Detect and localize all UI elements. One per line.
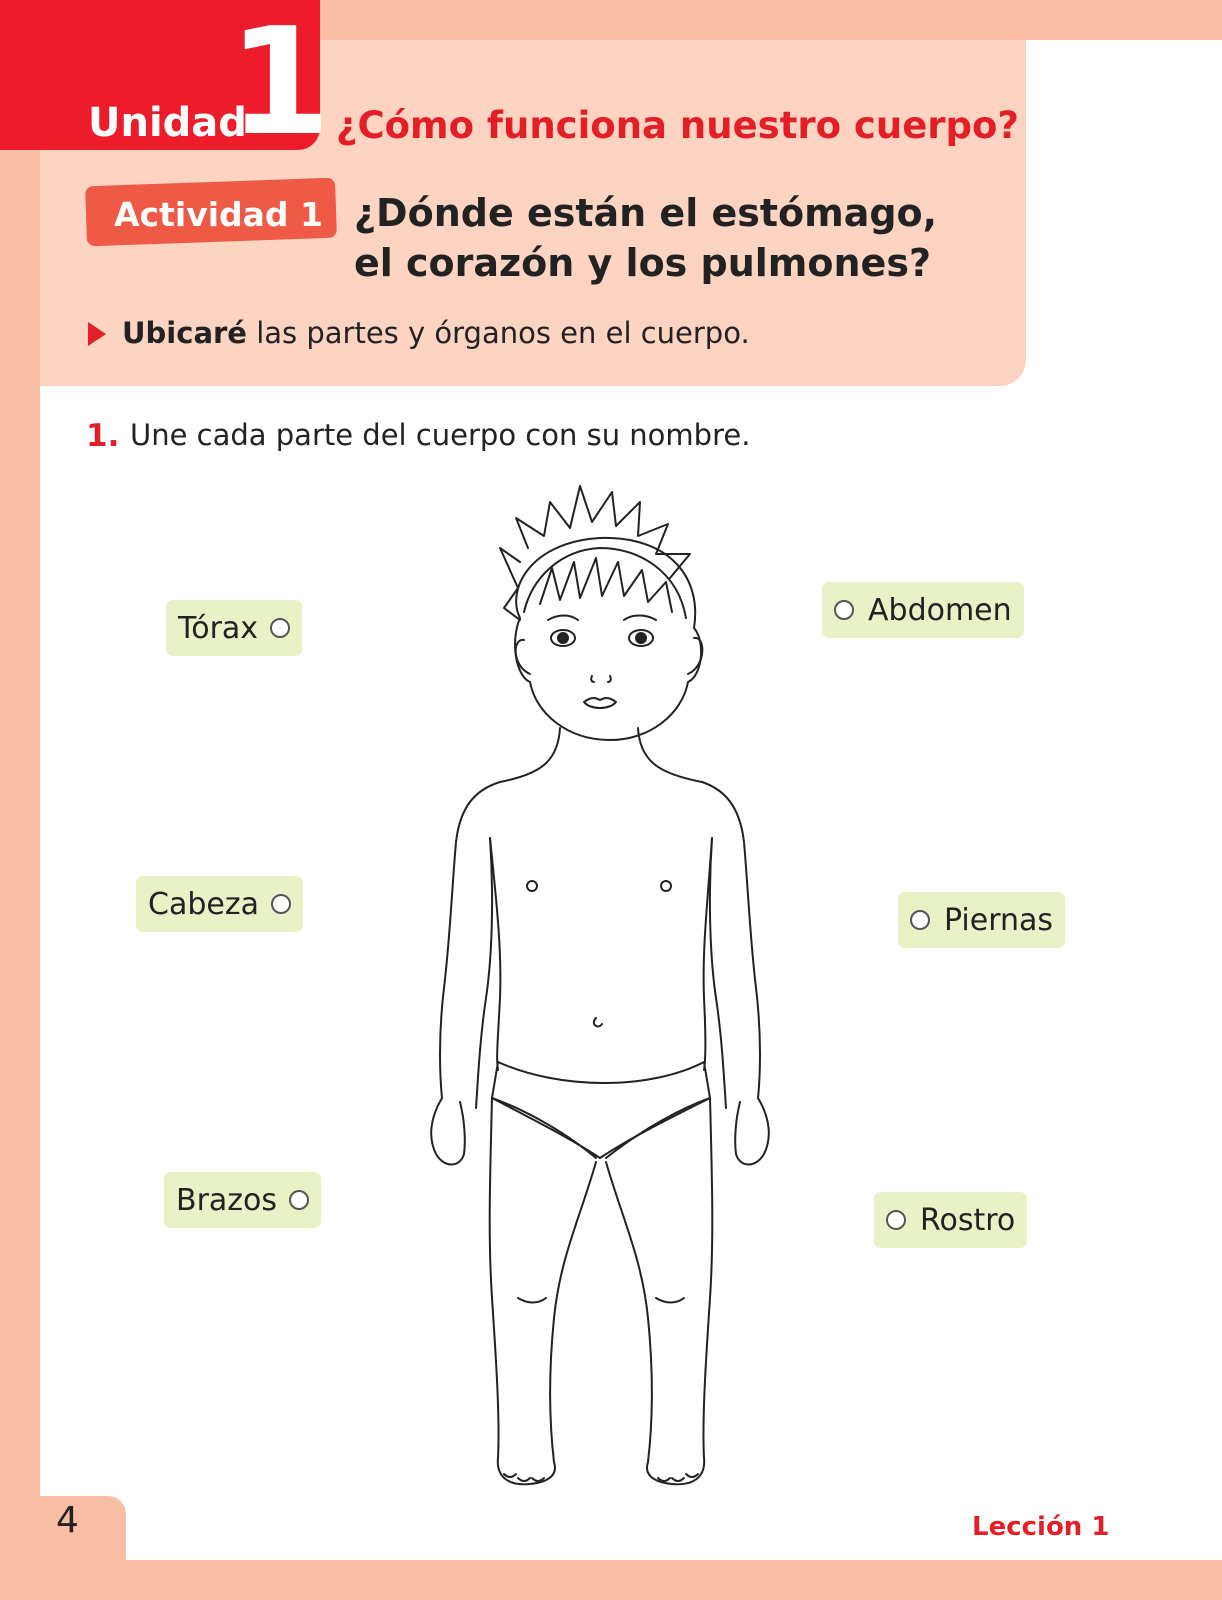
label-brazos[interactable] — [164, 1172, 321, 1228]
activity-label: Actividad 1 — [114, 195, 323, 234]
activity-title-line2: el corazón y los pulmones? — [354, 241, 931, 285]
unit-title: ¿Cómo funciona nuestro cuerpo? — [336, 104, 1019, 147]
connector-dot-icon[interactable] — [834, 600, 854, 620]
connector-dot-icon[interactable] — [910, 910, 930, 930]
connector-dot-icon[interactable] — [886, 1210, 906, 1230]
label-piernas[interactable] — [898, 892, 1065, 948]
label-text: Tórax — [178, 610, 259, 646]
activity-title-line1: ¿Dónde están el estómago, — [354, 191, 938, 235]
objective-text: las partes y órganos en el cuerpo. — [246, 316, 750, 350]
question-text: Une cada parte del cuerpo con su nombre. — [130, 418, 751, 452]
unit-label: Unidad — [88, 100, 247, 146]
activity-title — [354, 188, 994, 288]
label-torax[interactable] — [166, 600, 302, 656]
label-text: Abdomen — [868, 592, 1012, 628]
page-number: 4 — [56, 1500, 79, 1541]
objective-bold: Ubicaré — [122, 316, 247, 350]
label-text: Brazos — [176, 1182, 278, 1218]
label-text: Cabeza — [148, 886, 259, 922]
unit-number: 1 — [228, 0, 331, 168]
label-rostro[interactable] — [874, 1192, 1027, 1248]
child-body-outline-illustration — [420, 478, 800, 1538]
lesson-label: Lección 1 — [972, 1512, 1110, 1542]
question-number: 1. — [86, 418, 120, 454]
objective-arrow-icon — [88, 322, 106, 346]
connector-dot-icon[interactable] — [271, 894, 291, 914]
label-abdomen[interactable] — [822, 582, 1024, 638]
connector-dot-icon[interactable] — [289, 1190, 309, 1210]
objective — [122, 316, 750, 350]
label-cabeza[interactable] — [136, 876, 303, 932]
connector-dot-icon[interactable] — [270, 618, 290, 638]
label-text: Rostro — [920, 1202, 1016, 1238]
label-text: Piernas — [944, 902, 1054, 938]
